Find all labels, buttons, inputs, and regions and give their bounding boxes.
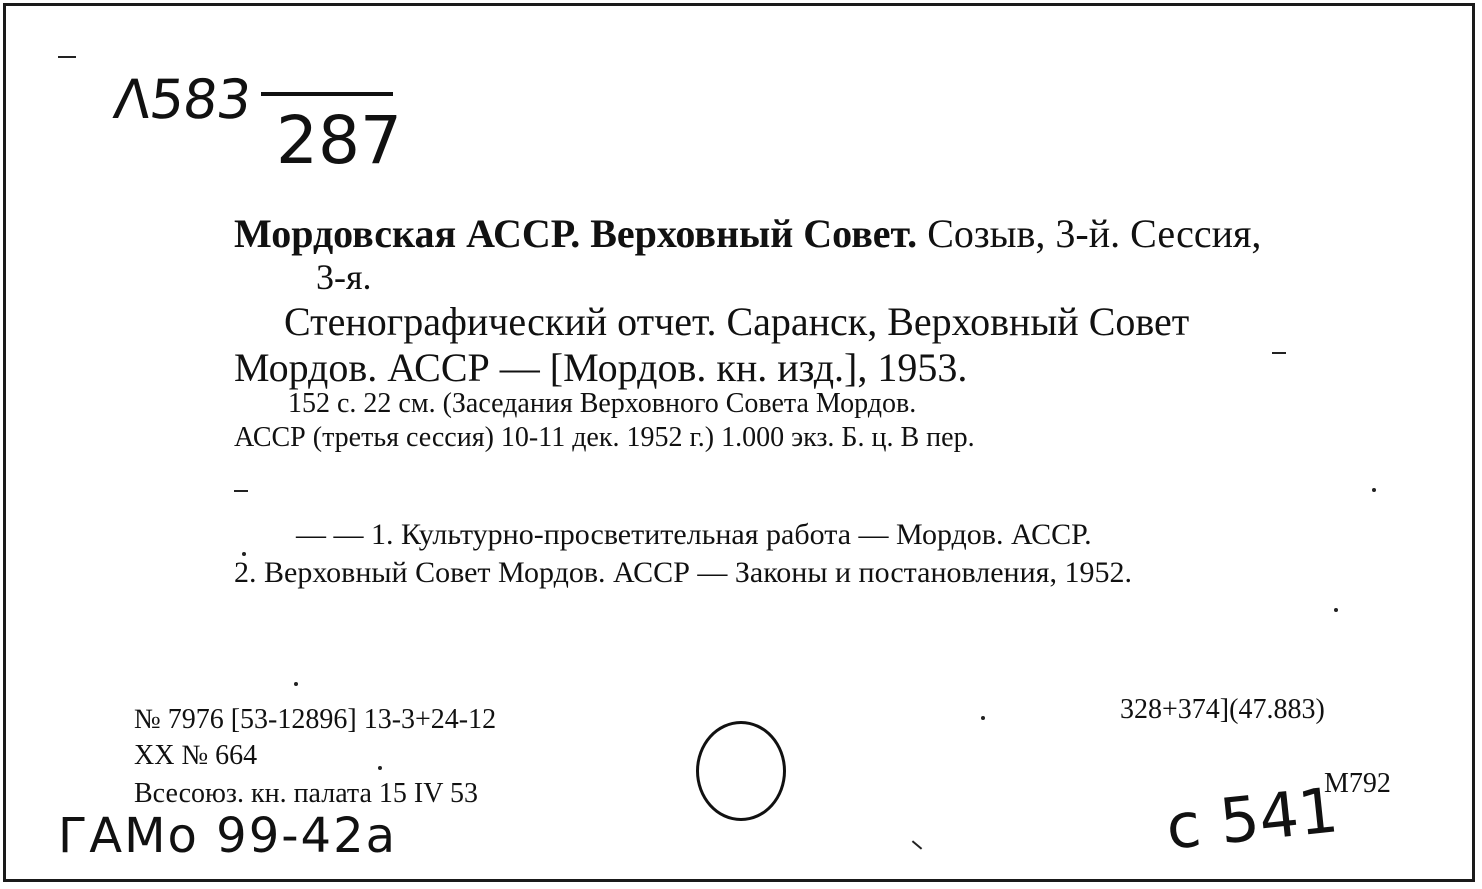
punch-hole-circle — [696, 721, 786, 821]
speck — [242, 552, 246, 556]
shelfmark-top: Λ583 — [110, 68, 254, 131]
footer-mark: М792 — [1324, 768, 1391, 799]
title-line-1: Стенографический отчет. Саранск, Верховный Совет — [284, 299, 1190, 344]
speck — [58, 56, 76, 58]
subject-headings-1: — — 1. Культурно-просветительная работа — Мордов. АССР. — [296, 518, 1092, 551]
speck — [1334, 608, 1338, 612]
catalog-card — [3, 3, 1475, 882]
footer-series: XX № 664 — [134, 740, 258, 771]
title-line-2: Мордов. АССР — [Мордов. кн. изд.], 1953. — [234, 345, 968, 390]
speck — [234, 490, 248, 492]
speck — [981, 716, 985, 720]
entry-heading-continuation: 3-я. — [316, 257, 372, 297]
call-number: с 541 — [1162, 773, 1342, 864]
speck — [378, 766, 382, 770]
entry-heading-bold: Мордовская АССР. Верховный Совет. — [234, 211, 918, 256]
speck — [1272, 352, 1286, 354]
footer-classification: 328+374](47.883) — [1120, 694, 1325, 725]
shelfmark-bottom: 287 — [276, 102, 402, 179]
speck — [912, 840, 922, 849]
speck — [1372, 488, 1376, 492]
archive-code: ГАМо 99-42а — [58, 808, 398, 864]
speck — [294, 682, 298, 686]
physical-description-2: АССР (третья сессия) 10-11 дек. 1952 г.) 1.000 экз. Б. ц. В пер. — [234, 422, 975, 453]
shelfmark-divider — [261, 92, 393, 96]
entry-heading-rest: Созыв, 3-й. Сессия, — [917, 211, 1262, 256]
subject-headings-2: 2. Верховный Совет Мордов. АССР — Законы и постановления, 1952. — [234, 556, 1132, 589]
footer-registration: № 7976 [53-12896] 13-3+24-12 — [134, 704, 497, 735]
physical-description-1: 152 с. 22 см. (Заседания Верховного Совета Мордов. — [288, 388, 917, 419]
entry-heading — [234, 210, 1261, 257]
footer-chamber: Всесоюз. кн. палата 15 IV 53 — [134, 778, 478, 809]
